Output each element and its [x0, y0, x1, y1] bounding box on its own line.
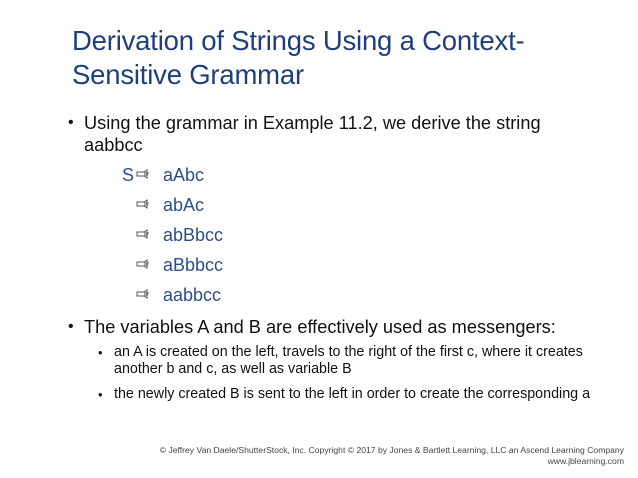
pointing-hand-icon: [136, 167, 150, 181]
sub-bullet-marker: •: [98, 387, 103, 402]
title-line-1: Derivation of Strings Using a Context-: [72, 25, 525, 56]
bullet-text: Using the grammar in Example 11.2, we derive the string aabbcc: [84, 113, 541, 155]
derivation-rhs: abBbcc: [163, 225, 224, 245]
bullet-text: The variables A and B are effectively used as messengers:: [84, 317, 556, 337]
footer: [64, 445, 624, 467]
pointing-hand-icon: [136, 287, 150, 301]
copyright-text: © Jeffrey Van Daele/ShutterStock, Inc. Copyright © 2017 by Jones & Bartlett Learning, LLC an Ascend Learning Company: [159, 445, 624, 455]
derivation-rhs: aabbcc: [163, 285, 222, 305]
derivation-rhs: aBbbcc: [163, 255, 224, 275]
bullet-marker: •: [68, 318, 74, 335]
derivation-rhs: abAc: [163, 195, 205, 215]
derivation-lhs: S: [122, 165, 135, 185]
footer-url: www.jblearning.com: [547, 456, 624, 466]
sub-bullet: [98, 344, 623, 378]
slide-title: [72, 24, 612, 92]
sub-bullet-marker: •: [98, 345, 103, 360]
bullet-grammar-intro: [68, 112, 568, 156]
bullet-messengers: [68, 316, 628, 338]
bullet-marker: •: [68, 114, 74, 131]
title-line-2: Sensitive Grammar: [72, 59, 304, 90]
derivation-rhs: aAbc: [163, 165, 205, 185]
sub-bullet-text: the newly created B is sent to the left in order to create the corresponding a: [114, 386, 591, 402]
sub-bullet-text: an A is created on the left, travels to the right of the first c, where it creates another b and c, as well as variable B: [114, 344, 583, 377]
pointing-hand-icon: [136, 197, 150, 211]
pointing-hand-icon: [136, 227, 150, 241]
pointing-hand-icon: [136, 257, 150, 271]
sub-bullet: [98, 386, 623, 403]
